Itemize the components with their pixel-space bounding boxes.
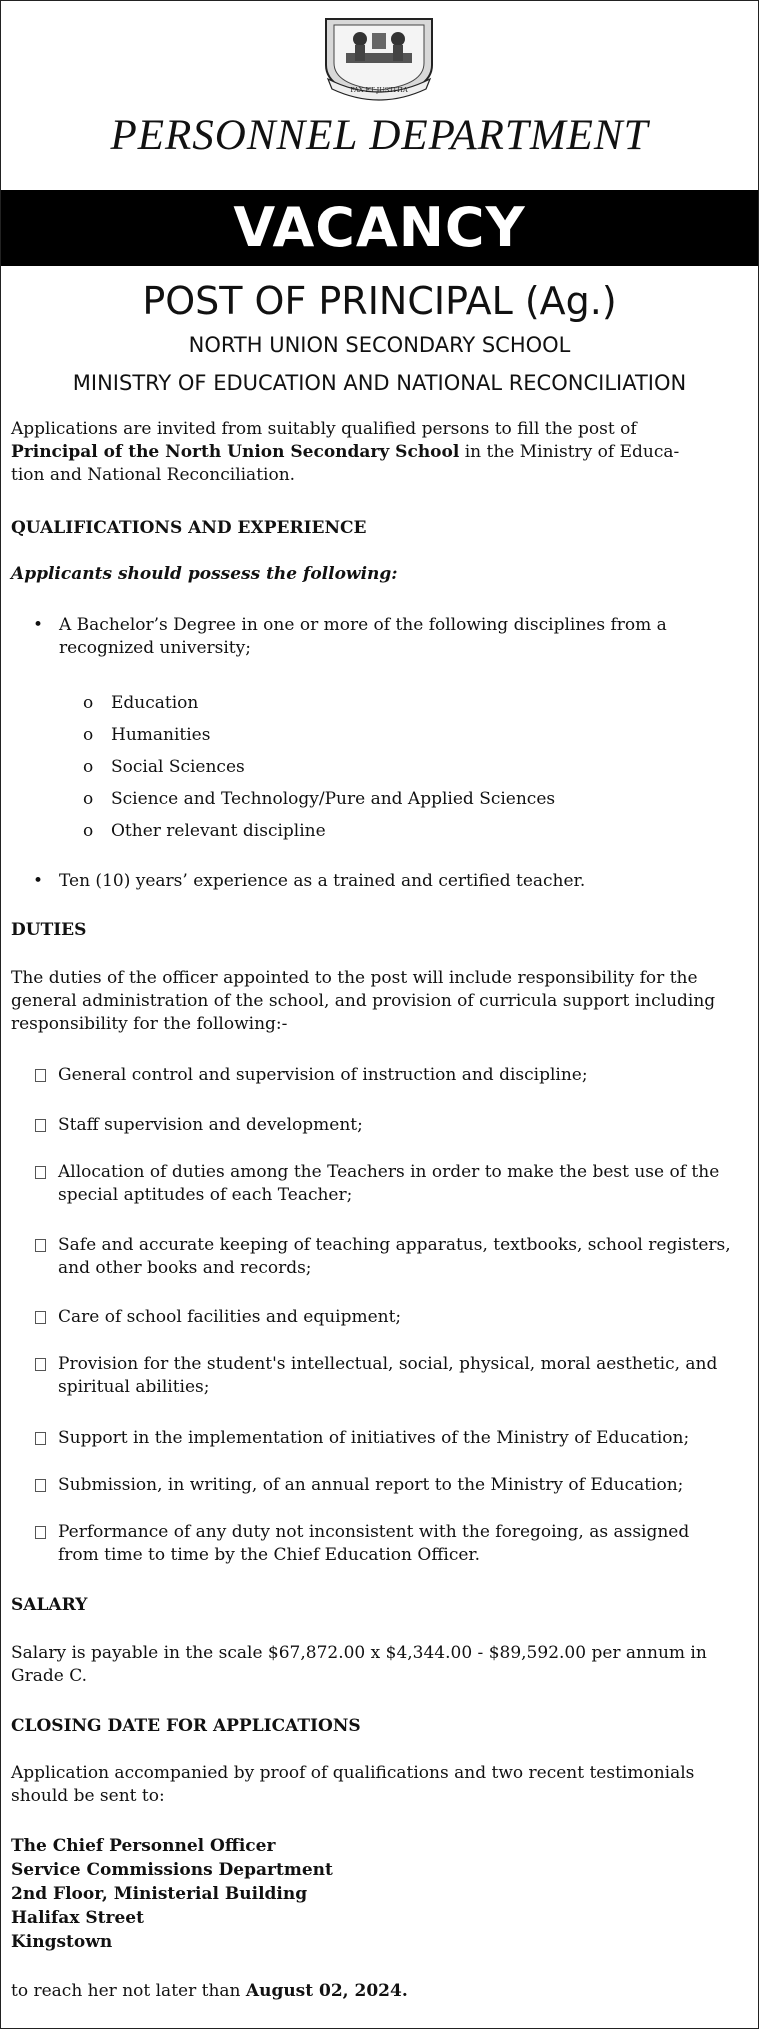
- checkbox-icon: [35, 1119, 46, 1132]
- address-line: The Chief Personnel Officer: [11, 1836, 276, 1856]
- duty-line: General control and supervision of instruction and discipline;: [58, 1065, 588, 1085]
- circle-bullet-icon: o: [83, 821, 94, 841]
- post-name: Principal of the North Union Secondary School: [11, 442, 460, 462]
- checkbox-icon: [35, 1432, 46, 1445]
- salary-paragraph: [11, 1642, 746, 1688]
- qualifications-heading: QUALIFICATIONS AND EXPERIENCE: [11, 518, 367, 538]
- duty-item: [32, 1114, 747, 1137]
- duties-heading: DUTIES: [11, 920, 87, 940]
- discipline-item: [83, 821, 326, 841]
- duty-line: Provision for the student's intellectual, social, physical, moral aesthetic, and: [58, 1354, 718, 1374]
- duty-item: [32, 1521, 747, 1567]
- duty-item: [32, 1427, 747, 1450]
- salary-line: Salary is payable in the scale $67,872.00 x $4,344.00 - $89,592.00 per annum in: [11, 1643, 707, 1663]
- discipline-item: [83, 693, 198, 713]
- checkbox-icon: [35, 1166, 46, 1179]
- duty-item: [32, 1306, 747, 1329]
- qualification-item: [33, 870, 733, 893]
- discipline-label: Science and Technology/Pure and Applied Sciences: [111, 789, 556, 809]
- post-title: POST OF PRINCIPAL (Ag.): [142, 279, 617, 323]
- duty-line: Safe and accurate keeping of teaching apparatus, textbooks, school registers,: [58, 1235, 731, 1255]
- mailing-address: [11, 1834, 333, 1954]
- duty-item: [32, 1353, 747, 1399]
- discipline-item: [83, 757, 245, 777]
- duty-line: special aptitudes of each Teacher;: [58, 1185, 353, 1205]
- checkbox-icon: [35, 1069, 46, 1082]
- qualification-item: [33, 614, 733, 660]
- duties-intro-line: responsibility for the following:-: [11, 1014, 288, 1034]
- discipline-label: Social Sciences: [111, 757, 245, 777]
- closing-paragraph: [11, 1762, 746, 1808]
- school-name: NORTH UNION SECONDARY SCHOOL: [188, 333, 571, 357]
- checkbox-icon: [35, 1311, 46, 1324]
- closing-heading: CLOSING DATE FOR APPLICATIONS: [11, 1716, 361, 1736]
- salary-heading: SALARY: [11, 1595, 88, 1615]
- crest-motto: PAX ET JUSTITIA: [350, 86, 408, 94]
- intro-line-rest: in the Ministry of Educa-: [459, 442, 680, 462]
- checkbox-icon: [35, 1358, 46, 1371]
- intro-line: tion and National Reconciliation.: [11, 465, 296, 485]
- deadline-date: August 02, 2024.: [245, 1981, 408, 2001]
- closing-line: Application accompanied by proof of qualifications and two recent testimonials: [11, 1763, 695, 1783]
- circle-bullet-icon: o: [83, 757, 94, 777]
- qualifications-subheading: Applicants should possess the following:: [11, 564, 398, 584]
- duty-line: Performance of any duty not inconsistent with the foregoing, as assigned: [58, 1522, 690, 1542]
- discipline-label: Humanities: [111, 725, 211, 745]
- deadline-prefix: to reach her not later than: [11, 1981, 246, 2001]
- closing-line: should be sent to:: [11, 1786, 165, 1806]
- checkbox-icon: [35, 1526, 46, 1539]
- duties-intro-line: general administration of the school, and provision of curricula support including: [11, 991, 716, 1011]
- salary-line: Grade C.: [11, 1666, 87, 1686]
- vacancy-banner: VACANCY: [1, 190, 758, 266]
- qualification-line: Ten (10) years’ experience as a trained and certified teacher.: [59, 871, 586, 891]
- address-line: 2nd Floor, Ministerial Building: [11, 1884, 308, 1904]
- discipline-item: [83, 789, 555, 809]
- duty-item: [32, 1161, 747, 1207]
- duties-intro-line: The duties of the officer appointed to the post will include responsibility for the: [11, 968, 698, 988]
- checkbox-icon: [35, 1239, 46, 1252]
- duty-line: Submission, in writing, of an annual report to the Ministry of Education;: [58, 1475, 684, 1495]
- duty-line: spiritual abilities;: [58, 1377, 210, 1397]
- circle-bullet-icon: o: [83, 725, 94, 745]
- department-title: PERSONNEL DEPARTMENT: [110, 112, 649, 159]
- checkbox-icon: [35, 1479, 46, 1492]
- intro-line: [11, 441, 746, 464]
- bullet-icon: •: [33, 871, 44, 891]
- duty-line: from time to time by the Chief Education Officer.: [58, 1545, 481, 1565]
- discipline-item: [83, 725, 210, 745]
- deadline-line: [11, 1980, 746, 2003]
- coat-of-arms-icon: [320, 13, 438, 103]
- duty-line: Staff supervision and development;: [58, 1115, 363, 1135]
- ministry-name: MINISTRY OF EDUCATION AND NATIONAL RECONCILIATION: [72, 371, 687, 395]
- circle-bullet-icon: o: [83, 693, 94, 713]
- address-line: Halifax Street: [11, 1908, 144, 1928]
- bullet-icon: •: [33, 615, 44, 635]
- duty-line: Care of school facilities and equipment;: [58, 1307, 402, 1327]
- duty-line: Allocation of duties among the Teachers in order to make the best use of the: [58, 1162, 720, 1182]
- duty-line: and other books and records;: [58, 1258, 312, 1278]
- circle-bullet-icon: o: [83, 789, 94, 809]
- duty-item: [32, 1474, 747, 1497]
- address-line: Service Commissions Department: [11, 1860, 333, 1880]
- discipline-label: Other relevant discipline: [111, 821, 326, 841]
- duty-item: [32, 1064, 747, 1087]
- intro-line: Applications are invited from suitably qualified persons to fill the post of: [11, 419, 637, 439]
- duty-line: Support in the implementation of initiatives of the Ministry of Education;: [58, 1428, 690, 1448]
- intro-paragraph: [11, 418, 746, 487]
- duty-item: [32, 1234, 747, 1280]
- qualification-line: A Bachelor’s Degree in one or more of the following disciplines from a: [59, 615, 667, 635]
- address-line: Kingstown: [11, 1932, 113, 1952]
- duties-intro: [11, 967, 746, 1036]
- discipline-label: Education: [111, 693, 199, 713]
- qualification-line: recognized university;: [59, 638, 251, 658]
